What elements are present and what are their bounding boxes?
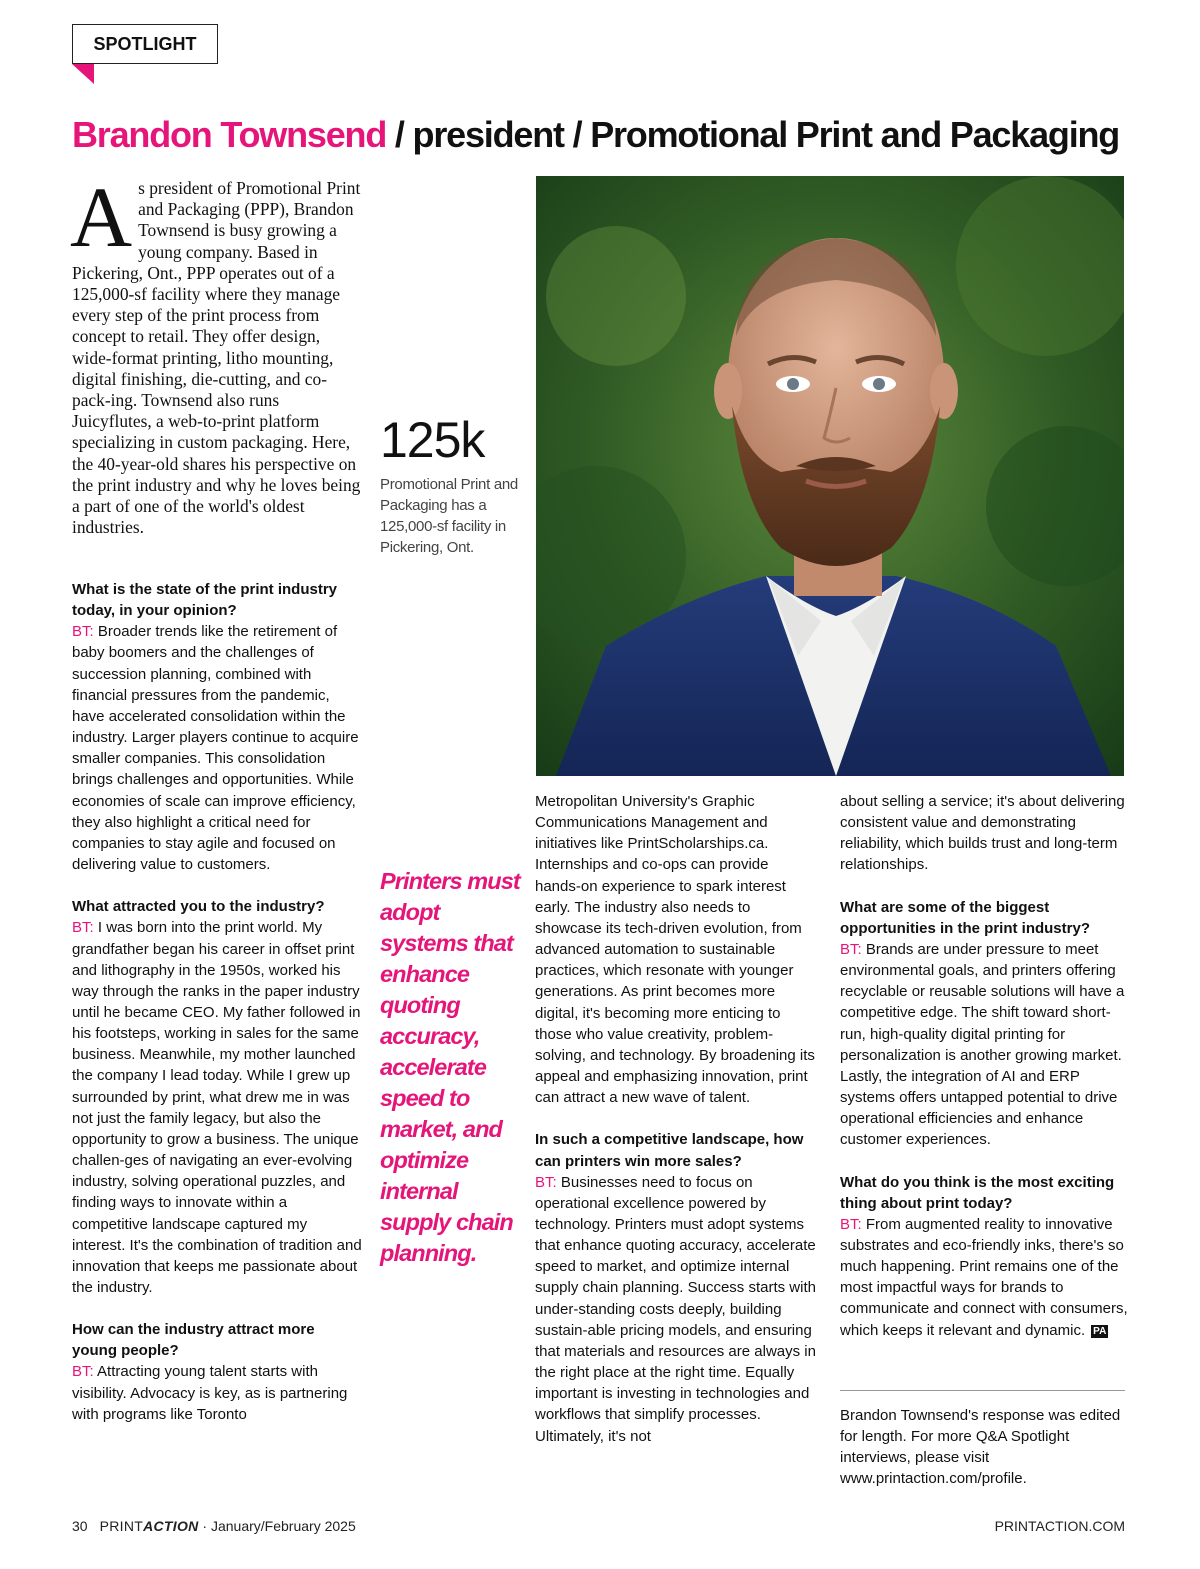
answer-paragraph	[72, 917, 362, 1298]
article-column-1	[72, 579, 362, 1425]
answer-paragraph	[535, 1172, 817, 1447]
headline-separator: /	[563, 114, 591, 155]
closing-note-text: Brandon Townsend's response was edited for length. For more Q&A Spotlight interviews, please visit www.printaction.com/profile.	[840, 1407, 1121, 1488]
answer-text: I was born into the print world. My grandfather began his career in offset print and lithography in the 1950s, worked his way through the ranks in the paper industry until he became CEO. My father followed in his footsteps, working in sales for the same business. Meanwhile, my mother launched the company I lead today. While I grew up surrounded by print, what drew me in was not just the family legacy, but also the opportunity to grow a business. The unique challen-ges of navigating an ever-evolving industry, solving operational puzzles, and finding ways to innovate within a competitive landscape captured my interest. It's the combination of tradition and innovation that keeps me passionate about the industry.	[72, 919, 362, 1296]
article-column-2	[535, 791, 817, 1447]
bt-label: BT:	[72, 919, 94, 937]
headline-separator: /	[386, 114, 413, 155]
answer-text: about selling a service; it's about delivering consistent value and demonstrating reliability, which builds trust and long-term relationships.	[840, 793, 1125, 874]
answer-paragraph	[72, 1361, 362, 1424]
answer-paragraph	[840, 1214, 1130, 1341]
question-heading: What attracted you to the industry?	[72, 898, 325, 916]
bt-label: BT:	[840, 1215, 862, 1233]
headline-role: president	[412, 114, 564, 155]
footer-site: PRINTACTION.COM	[994, 1518, 1125, 1534]
answer-paragraph	[72, 621, 362, 875]
pull-quote: Printers must adopt systems that enhance quoting accuracy, accelerate speed to market, and optimize internal supply chain planning.	[380, 868, 520, 1266]
logo-print: PRINT	[99, 1518, 144, 1534]
intro-paragraph	[70, 169, 362, 538]
question-heading: What is the state of the print industry today, in your opinion?	[72, 581, 338, 620]
drop-cap: A	[70, 169, 133, 265]
stat-value: 125k	[380, 412, 485, 468]
question-heading: What do you think is the most exciting thing about print today?	[840, 1173, 1115, 1212]
closing-note	[840, 1405, 1125, 1490]
answer-text: Broader trends like the retirement of baby boomers and the challenges of succession planning, combined with financial pressures from the pandemic, have accelerated consolidation within the industry. Larger players continue to acquire smaller companies. This consolidation brings challenges and opportunities. While economies of scale can improve efficiency, they also highlight a critical need for companies to stay agile and focused on delivering value to customers.	[72, 623, 359, 874]
headline-name: Brandon Townsend	[72, 114, 387, 155]
stat-callout	[380, 412, 520, 558]
end-mark-icon: PA	[1093, 1325, 1107, 1337]
article-column-3	[840, 791, 1130, 1341]
bt-label: BT:	[72, 1363, 94, 1381]
section-tab-corner	[72, 64, 94, 84]
answer-text: Metropolitan University's Graphic Communications Management and initiatives like PrintScholarships.ca. Internships and co-ops can provide hands-on experience to spark interest early. The industry also needs to showcase its tech-driven evolution, from advanced automation to sustainable practices, which resonate with younger generations. As print becomes more digital, it's becoming more enticing to those who value creativity, problem-solving, and technology. By broadening its appeal and emphasizing innovation, print can attract a new wave of talent.	[535, 793, 815, 1107]
intro-text: s president of Promotional Print and Packaging (PPP), Brandon Townsend is busy growing a young company. Based in Pickering, Ont., PPP operates out of a 125,000-sf facility where they manage every step of the print process from concept to retail. They offer design, wide-format printing, litho mounting, digital finishing, die-cutting, and co-pack-ing. Townsend also runs Juicyflutes, a web-to-print platform specializing in custom packaging. Here, the 40-year-old shares his perspective on the print industry and why he loves being a part of one of the world's oldest industries.	[72, 178, 361, 538]
bt-label: BT:	[535, 1173, 557, 1191]
logo-action: ACTION	[143, 1518, 199, 1534]
question-heading: In such a competitive landscape, how can printers win more sales?	[535, 1131, 804, 1170]
issue-date: · January/February 2025	[198, 1518, 356, 1534]
answer-text: Brands are under pressure to meet environmental goals, and printers offering recyclable or reusable solutions will have a competitive edge. The shift toward short-run, high-quality digital printing for personalization is another growing market. Lastly, the integration of AI and ERP systems offers untapped potential to drive operational efficiencies and enhance customer experiences.	[840, 940, 1125, 1149]
headline	[72, 114, 1152, 156]
divider	[840, 1390, 1125, 1391]
headline-company: Promotional Print and Packaging	[590, 114, 1120, 155]
footer-left	[72, 1518, 356, 1534]
bt-label: BT:	[840, 940, 862, 958]
question-heading: What are some of the biggest opportunities in the print industry?	[840, 898, 1090, 937]
magazine-logo	[100, 1518, 199, 1534]
answer-paragraph	[840, 939, 1130, 1151]
question-heading: How can the industry attract more young people?	[72, 1321, 315, 1360]
portrait-photo	[536, 176, 1124, 776]
bt-label: BT:	[72, 623, 94, 641]
section-tab: SPOTLIGHT	[72, 24, 218, 64]
answer-text: Attracting young talent starts with visibility. Advocacy is key, as is partnering with programs like Toronto	[72, 1363, 348, 1423]
answer-text: Businesses need to focus on operational excellence powered by technology. Printers must adopt systems that enhance quoting accuracy, accelerate speed to market, and optimize internal supply chain planning. Success starts with under-standing costs deeply, building sustain-able pricing models, and ensuring that materials and resources are always in the right place at the right time. Equally important is investing in technologies and workflows that simplify processes. Ultimately, it's not	[535, 1173, 816, 1445]
stat-caption: Promotional Print and Packaging has a 125,000-sf facility in Pickering, Ont.	[380, 476, 518, 556]
page-number: 30	[72, 1518, 88, 1534]
answer-text: From augmented reality to innovative substrates and eco-friendly inks, there's so much happening. Print remains one of the most impactful ways for brands to communicate and connect with consumers, which keeps it relevant and dynamic.	[840, 1215, 1128, 1339]
